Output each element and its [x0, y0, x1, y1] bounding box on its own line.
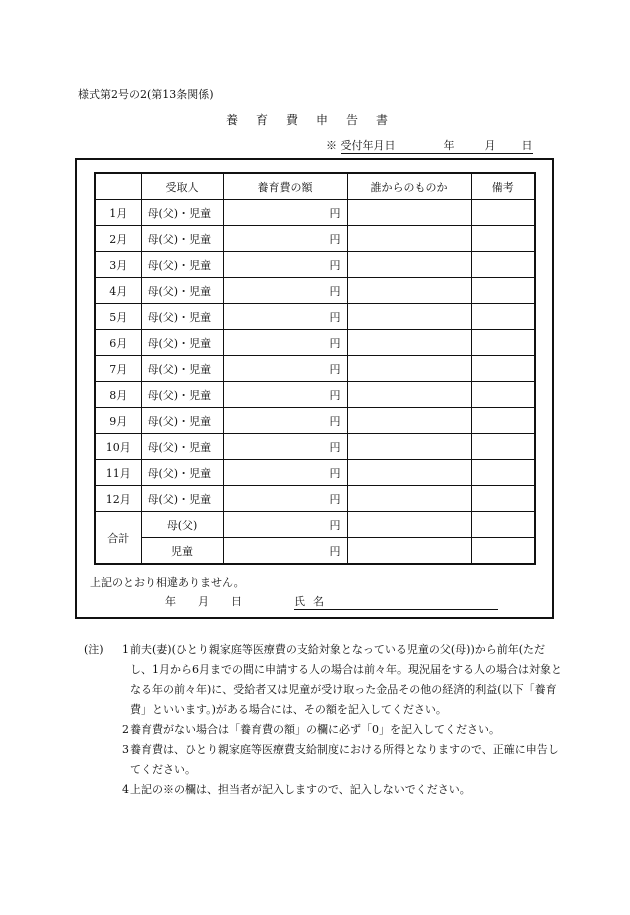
receiver-cell[interactable]: 母(父)・児童 — [141, 304, 223, 330]
amount-cell[interactable]: 円 — [223, 356, 347, 382]
month-label: 1月 — [95, 200, 141, 226]
receiver-cell[interactable]: 母(父)・児童 — [141, 330, 223, 356]
child-support-table — [94, 172, 536, 565]
table-row — [95, 356, 535, 382]
confirmation-text: 上記のとおり相違ありません。 — [90, 576, 245, 589]
from-whom-cell[interactable] — [347, 486, 471, 512]
total-label: 合計 — [95, 512, 141, 565]
receiver-cell[interactable]: 母(父)・児童 — [141, 200, 223, 226]
table-row — [95, 252, 535, 278]
remarks-cell[interactable] — [471, 330, 535, 356]
receiver-cell[interactable]: 母(父)・児童 — [141, 434, 223, 460]
from-whom-cell[interactable] — [347, 356, 471, 382]
receiver-cell[interactable]: 母(父)・児童 — [141, 382, 223, 408]
table-row — [95, 434, 535, 460]
name-field[interactable]: 氏名 — [294, 593, 498, 610]
total-from-parent[interactable] — [347, 512, 471, 538]
month-label: 5月 — [95, 304, 141, 330]
from-whom-cell[interactable] — [347, 252, 471, 278]
sign-month: 月 — [198, 595, 209, 608]
note-number: 3 — [122, 743, 129, 756]
reception-mark: ※ — [326, 139, 337, 152]
amount-cell[interactable]: 円 — [223, 330, 347, 356]
month-rows — [95, 200, 535, 512]
receiver-cell[interactable]: 母(父)・児童 — [141, 460, 223, 486]
notes-label: (注) — [84, 643, 104, 656]
header-remarks: 備考 — [471, 173, 535, 200]
header-blank — [95, 173, 141, 200]
note-item-2 — [84, 720, 564, 740]
total-row-parent — [95, 512, 535, 538]
table-row — [95, 486, 535, 512]
remarks-cell[interactable] — [471, 200, 535, 226]
table-row — [95, 278, 535, 304]
month-label: 2月 — [95, 226, 141, 252]
note-item-1 — [84, 640, 564, 720]
total-receiver-child: 児童 — [141, 538, 223, 565]
month-label: 12月 — [95, 486, 141, 512]
reception-year: 年 — [443, 139, 455, 152]
total-remarks-parent[interactable] — [471, 512, 535, 538]
receiver-cell[interactable]: 母(父)・児童 — [141, 278, 223, 304]
sign-year: 年 — [165, 595, 176, 608]
note-item-3 — [84, 740, 564, 780]
month-label: 8月 — [95, 382, 141, 408]
remarks-cell[interactable] — [471, 252, 535, 278]
from-whom-cell[interactable] — [347, 304, 471, 330]
header-from-whom: 誰からのものか — [347, 173, 471, 200]
amount-cell[interactable]: 円 — [223, 486, 347, 512]
table-header-row — [95, 173, 535, 200]
from-whom-cell[interactable] — [347, 382, 471, 408]
month-label: 9月 — [95, 408, 141, 434]
document-title: 養育費申告書 — [226, 113, 407, 127]
receiver-cell[interactable]: 母(父)・児童 — [141, 408, 223, 434]
from-whom-cell[interactable] — [347, 278, 471, 304]
receiver-cell[interactable]: 母(父)・児童 — [141, 252, 223, 278]
form-code: 様式第2号の2(第13条関係) — [78, 88, 214, 101]
table-row — [95, 330, 535, 356]
reception-day: 日 — [521, 139, 533, 152]
amount-cell[interactable]: 円 — [223, 226, 347, 252]
table-row — [95, 460, 535, 486]
note-number: 4 — [122, 783, 129, 796]
note-text: 上記の※の欄は、担当者が記入しますので、記入しないでください。 — [130, 783, 471, 796]
amount-cell[interactable]: 円 — [223, 434, 347, 460]
month-label: 3月 — [95, 252, 141, 278]
reception-month: 月 — [484, 139, 496, 152]
month-label: 4月 — [95, 278, 141, 304]
remarks-cell[interactable] — [471, 434, 535, 460]
receiver-cell[interactable]: 母(父)・児童 — [141, 226, 223, 252]
reception-label: 受付年月日 — [340, 139, 396, 152]
table-row — [95, 382, 535, 408]
amount-cell[interactable]: 円 — [223, 382, 347, 408]
reception-date-line — [326, 137, 533, 153]
note-text: 養育費は、ひとり親家庭等医療費支給制度における所得となりますので、正確に申告してください。 — [130, 743, 559, 776]
sign-day: 日 — [231, 595, 242, 608]
month-label: 7月 — [95, 356, 141, 382]
remarks-cell[interactable] — [471, 304, 535, 330]
month-label: 11月 — [95, 460, 141, 486]
total-row-child — [95, 538, 535, 565]
reception-date-field[interactable] — [341, 139, 533, 154]
total-amount-parent[interactable]: 円 — [223, 512, 347, 538]
remarks-cell[interactable] — [471, 382, 535, 408]
remarks-cell[interactable] — [471, 486, 535, 512]
from-whom-cell[interactable] — [347, 226, 471, 252]
total-from-child[interactable] — [347, 538, 471, 565]
total-amount-child[interactable]: 円 — [223, 538, 347, 565]
amount-cell[interactable]: 円 — [223, 460, 347, 486]
amount-cell[interactable]: 円 — [223, 408, 347, 434]
amount-cell[interactable]: 円 — [223, 252, 347, 278]
receiver-cell[interactable]: 母(父)・児童 — [141, 486, 223, 512]
remarks-cell[interactable] — [471, 356, 535, 382]
note-number: 1 — [122, 643, 129, 656]
table-row — [95, 226, 535, 252]
note-text: 養育費がない場合は「養育費の額」の欄に必ず「0」を記入してください。 — [130, 723, 500, 736]
receiver-cell[interactable]: 母(父)・児童 — [141, 356, 223, 382]
amount-cell[interactable]: 円 — [223, 278, 347, 304]
remarks-cell[interactable] — [471, 226, 535, 252]
total-receiver-parent: 母(父) — [141, 512, 223, 538]
note-text: 前夫(妻)(ひとり親家庭等医療費の支給対象となっている児童の父(母))から前年(ただし、1月から6月までの間に申請する人の場合は前々年。現況届をする人の場合は対象となる年の前々年)に、受給者又は児童が受け取った金品その他の経済的利益(以下「養育費」といいます。)がある場合には、その額を記入してください。 — [130, 643, 562, 716]
from-whom-cell[interactable] — [347, 200, 471, 226]
total-rows — [95, 512, 535, 565]
table-row — [95, 408, 535, 434]
month-label: 10月 — [95, 434, 141, 460]
header-amount: 養育費の額 — [223, 173, 347, 200]
table-row — [95, 200, 535, 226]
from-whom-cell[interactable] — [347, 408, 471, 434]
table-row — [95, 304, 535, 330]
remarks-cell[interactable] — [471, 460, 535, 486]
remarks-cell[interactable] — [471, 408, 535, 434]
remarks-cell[interactable] — [471, 278, 535, 304]
signature-line — [165, 593, 498, 610]
from-whom-cell[interactable] — [347, 330, 471, 356]
from-whom-cell[interactable] — [347, 460, 471, 486]
note-number: 2 — [122, 723, 129, 736]
amount-cell[interactable]: 円 — [223, 200, 347, 226]
amount-cell[interactable]: 円 — [223, 304, 347, 330]
note-item-4 — [84, 780, 564, 800]
header-receiver: 受取人 — [141, 173, 223, 200]
month-label: 6月 — [95, 330, 141, 356]
total-remarks-child[interactable] — [471, 538, 535, 565]
notes-section — [84, 640, 564, 800]
from-whom-cell[interactable] — [347, 434, 471, 460]
